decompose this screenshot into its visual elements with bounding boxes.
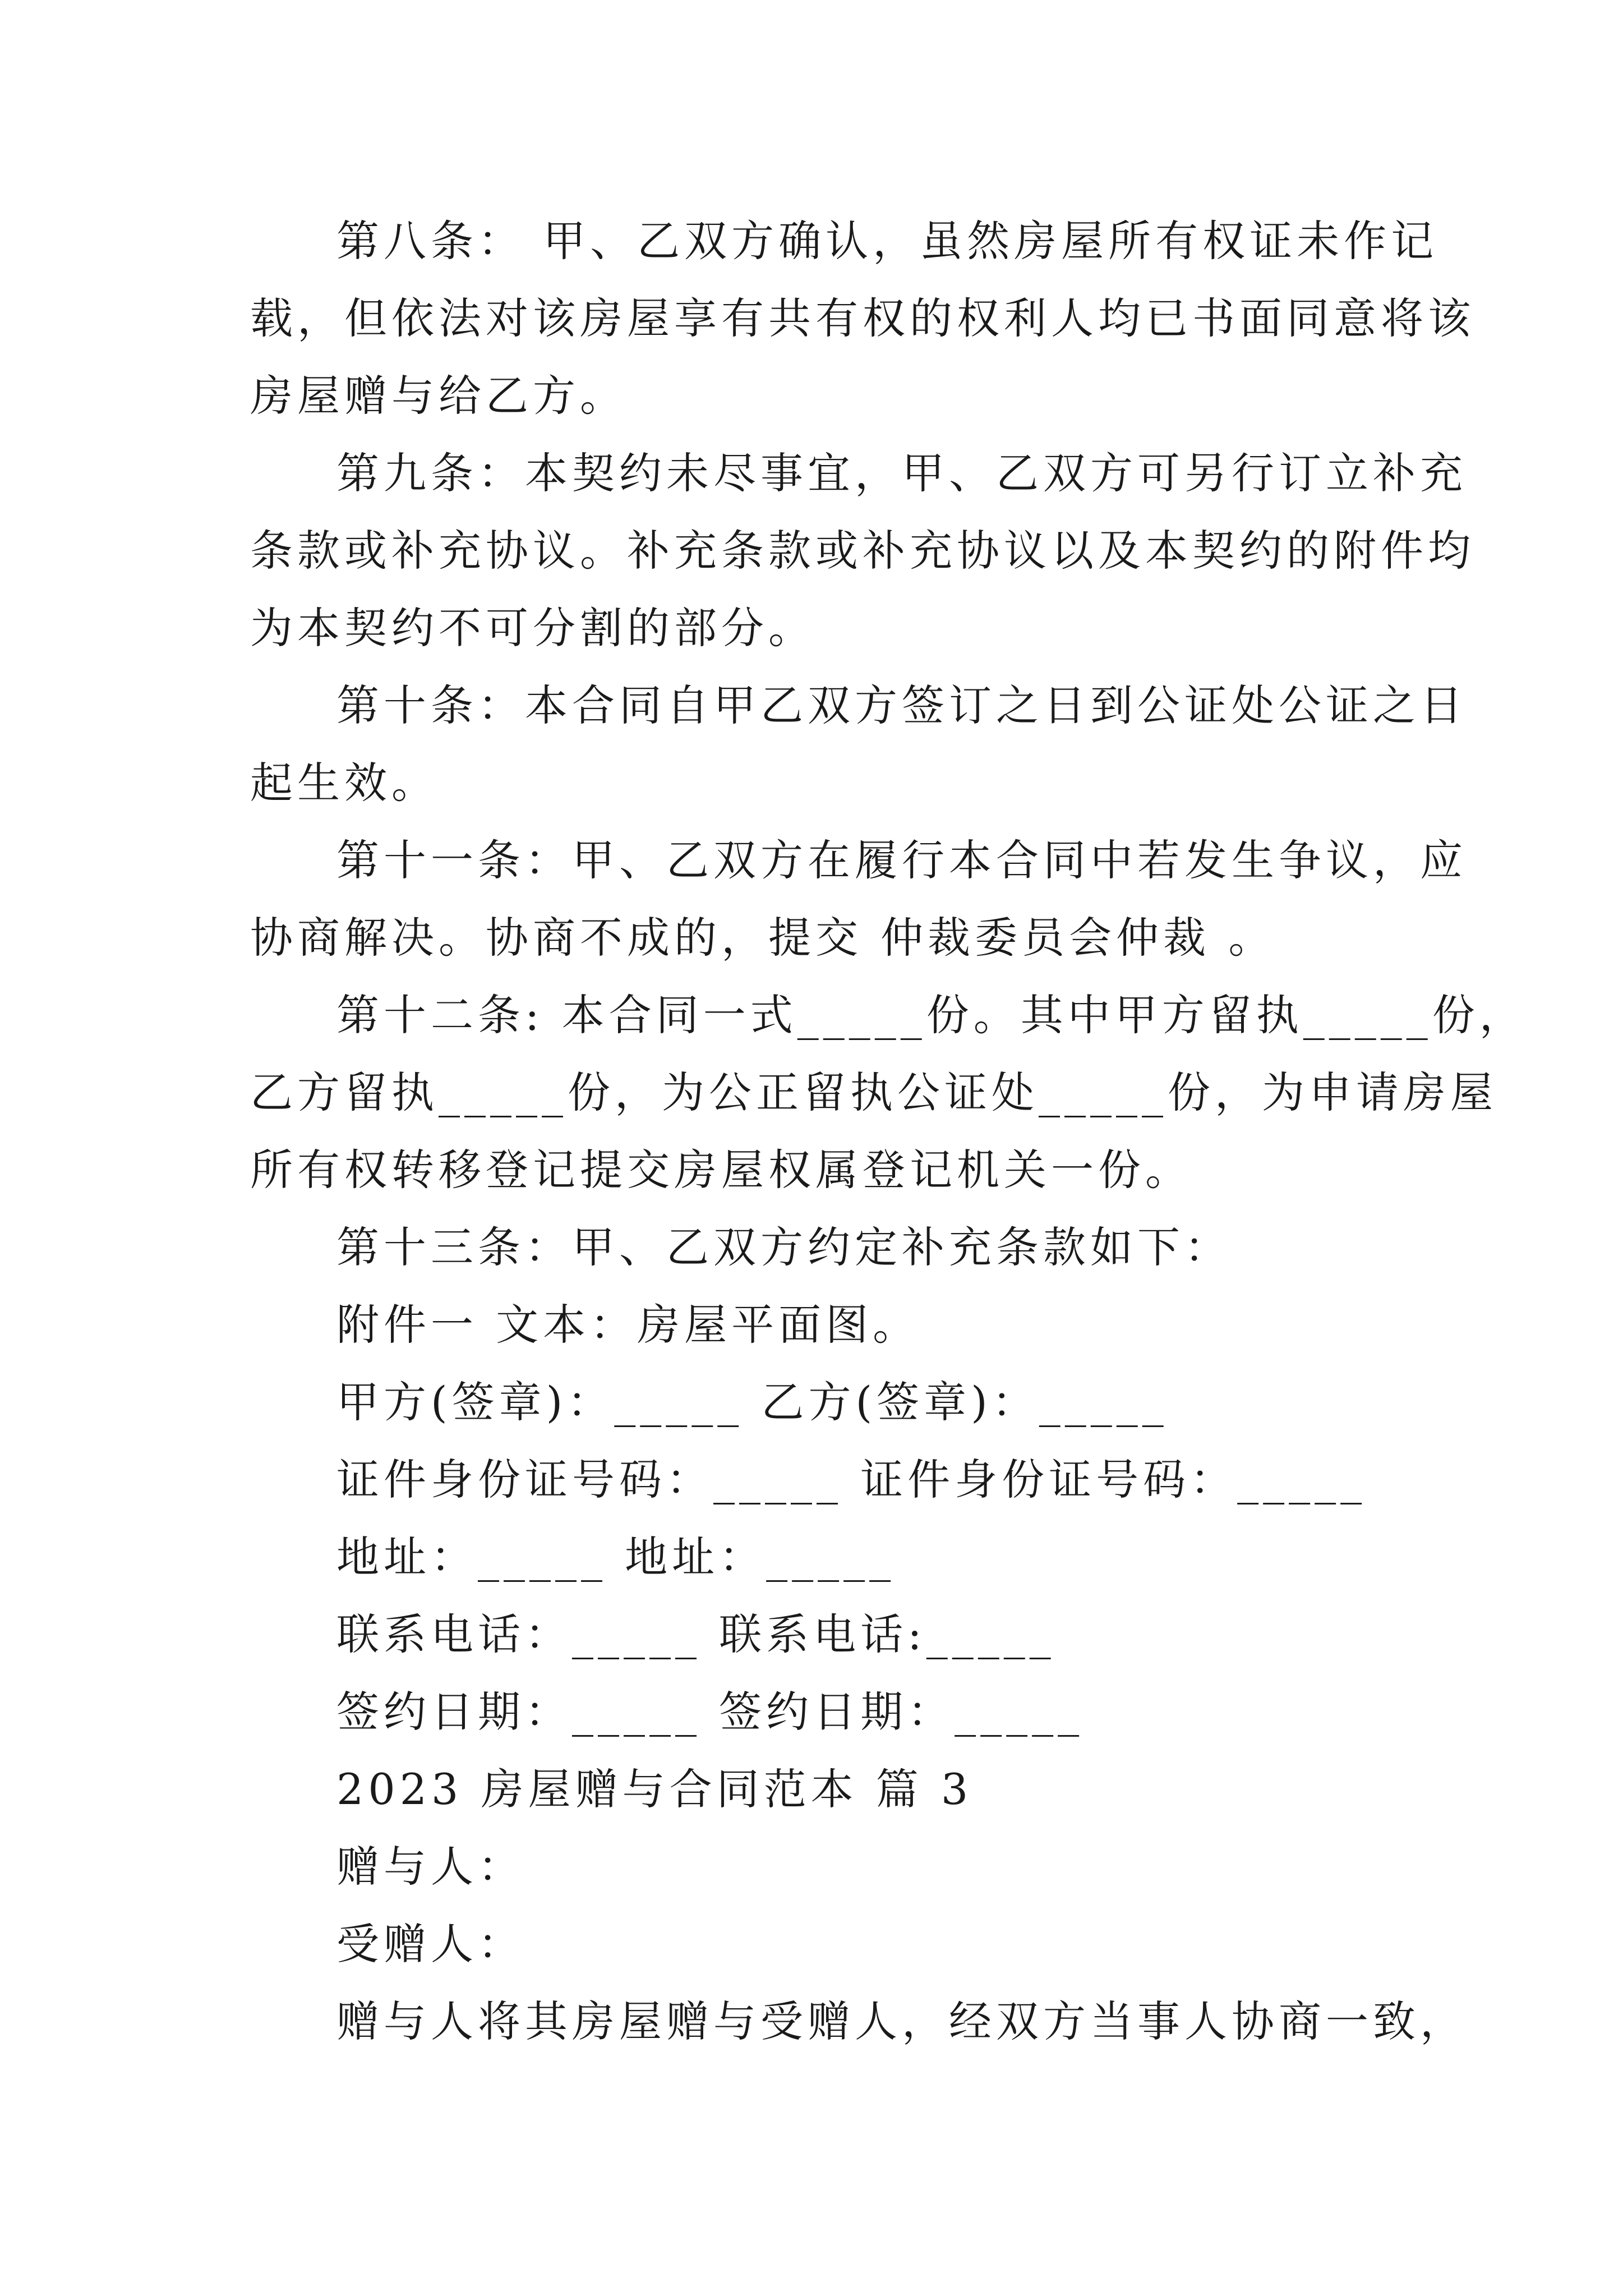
paragraph-line: 第十条：本合同自甲乙双方签订之日到公证处公证之日 <box>336 680 1467 730</box>
phone-line: 联系电话：_____ 联系电话:_____ <box>336 1609 1055 1659</box>
paragraph-line: 第八条： 甲、乙双方确认，虽然房屋所有权证未作记 <box>336 216 1438 266</box>
donee-line: 受赠人： <box>336 1919 525 1969</box>
section-heading: 2023 房屋赠与合同范本 篇 3 <box>336 1764 973 1814</box>
paragraph-line: 乙方留执_____份，为公正留执公证处_____份，为申请房屋 <box>250 1068 1497 1117</box>
paragraph-line: 房屋赠与给乙方。 <box>250 371 627 421</box>
paragraph-line: 载，但依法对该房屋享有共有权的权利人均已书面同意将该 <box>250 293 1475 343</box>
signature-line: 甲方(签章)：_____ 乙方(签章)：_____ <box>336 1377 1168 1427</box>
paragraph-line: 第十三条：甲、乙双方约定补充条款如下： <box>336 1222 1232 1272</box>
date-line: 签约日期：_____ 签约日期：_____ <box>336 1687 1084 1737</box>
id-number-line: 证件身份证号码：_____ 证件身份证号码：_____ <box>336 1455 1367 1504</box>
paragraph-line: 附件一 文本：房屋平面图。 <box>336 1300 920 1350</box>
paragraph-line: 所有权转移登记提交房屋权属登记机关一份。 <box>250 1145 1192 1195</box>
paragraph-line: 起生效。 <box>250 758 439 808</box>
paragraph-line: 第十一条：甲、乙双方在履行本合同中若发生争议，应 <box>336 835 1467 885</box>
donor-line: 赠与人： <box>336 1842 525 1892</box>
paragraph-line: 赠与人将其房屋赠与受赠人，经双方当事人协商一致， <box>336 1996 1467 2046</box>
paragraph-line: 条款或补充协议。补充条款或补充协议以及本契约的附件均 <box>250 526 1475 576</box>
paragraph-line: 协商解决。协商不成的，提交 仲裁委员会仲裁 。 <box>250 913 1276 963</box>
paragraph-line: 为本契约不可分割的部分。 <box>250 603 815 653</box>
paragraph-line: 第九条：本契约未尽事宜，甲、乙双方可另行订立补充 <box>336 448 1467 498</box>
paragraph-line: 第十二条: 本合同一式_____份。其中甲方留执_____份， <box>336 990 1527 1040</box>
address-line: 地址：_____ 地址：_____ <box>336 1532 896 1582</box>
